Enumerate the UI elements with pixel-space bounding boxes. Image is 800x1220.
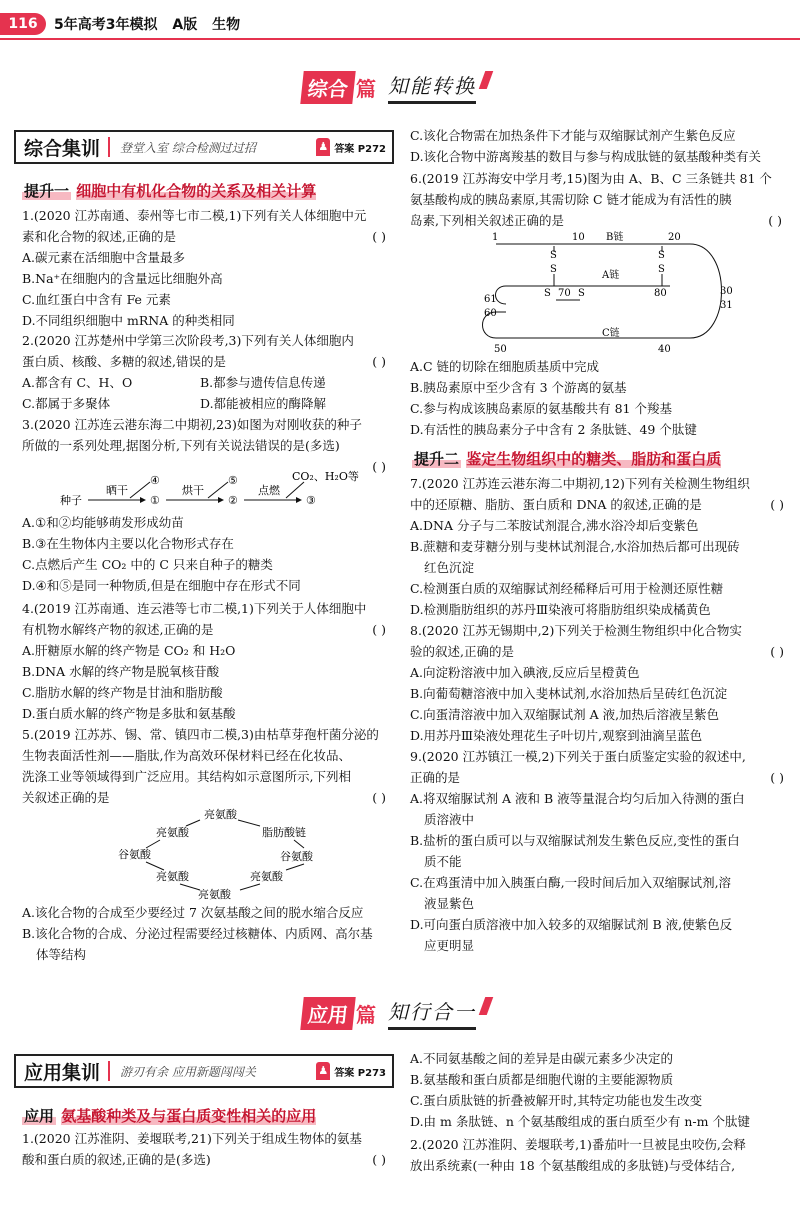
option-b: B.DNA 水解的终产物是脱氧核苷酸 — [22, 664, 220, 679]
disulfide-s: S — [550, 250, 557, 261]
stem: 6.(2019 江苏海安中学月考,15)图为由 A、B、C 三条链共 81 个 — [410, 171, 772, 186]
node-5: ⑤ — [228, 474, 238, 487]
option-c: C.参与构成该胰岛素原的氨基酸共有 81 个羧基 — [410, 401, 672, 416]
option-a: A.碳元素在活细胞中含量最多 — [22, 250, 186, 265]
option-c: C.血红蛋白中含有 Fe 元素 — [22, 292, 171, 307]
answer-paren: ( ) — [372, 790, 386, 805]
aa-right-2: 谷氨酸 — [280, 850, 313, 863]
application-question-2 — [410, 1134, 790, 1176]
option-c: C.该化合物需在加热条件下才能与双缩脲试剂产生紫色反应 — [410, 128, 736, 143]
stem: 岛素,下列相关叙述正确的是 — [410, 213, 564, 228]
answer-page: 答案 P272 — [334, 143, 386, 155]
branch-3 — [286, 482, 304, 498]
option-d: D.可向蛋白质溶液中加入较多的双缩脲试剂 B 液,使紫色反 — [410, 917, 733, 932]
stem: 所做的一系列处理,据图分析,下列有关说法错误的是(多选) — [22, 438, 340, 453]
application-question-1 — [22, 1128, 392, 1170]
stem: 氨基酸构成的胰岛素原,其需切除 C 链才能成为有活性的胰 — [410, 192, 732, 207]
arrow-1-head — [140, 497, 146, 503]
page-number: 116 — [0, 13, 46, 35]
question-9 — [410, 746, 790, 956]
option-b: B.蔗糖和麦芽糖分别与斐林试剂混合,水浴加热后都可出现砖 — [410, 539, 740, 554]
stem: 正确的是 — [410, 770, 461, 785]
aa-right-3: 亮氨酸 — [250, 870, 283, 883]
question-5 — [22, 724, 392, 808]
question-8 — [410, 620, 790, 746]
option-b: B.Na⁺在细胞内的含量远比细胞外高 — [22, 271, 223, 286]
answer-paren: ( ) — [372, 229, 386, 244]
option-a: A.向淀粉溶液中加入碘液,反应后呈橙黄色 — [410, 665, 640, 680]
answer-paren: ( ) — [770, 644, 784, 659]
stem: 生物表面活性剂——脂肽,作为高效环保材料已经在化妆品、 — [22, 748, 351, 763]
question-3 — [22, 414, 392, 477]
aa-left-2: 谷氨酸 — [118, 848, 151, 861]
branch-2 — [208, 482, 228, 498]
stem: 验的叙述,正确的是 — [410, 644, 514, 659]
lipopeptide-diagram — [100, 808, 360, 900]
option-d: D.检测脂肪组织的苏丹Ⅲ染液可将脂肪组织染成橘黄色 — [410, 602, 711, 617]
option-d: D.有活性的胰岛素分子中含有 2 条肽链、49 个肽键 — [410, 422, 697, 437]
label-10: 10 — [572, 232, 585, 243]
stem: 8.(2020 江苏无锡期中,2)下列关于检测生物组织中化合物实 — [410, 623, 742, 638]
option-d: D.该化合物中游离羧基的数目与参与构成肽链的氨基酸种类有关 — [410, 149, 762, 164]
option-a: A.将双缩脲试剂 A 液和 B 液等量混合均匀后加入待测的蛋白 — [410, 791, 745, 806]
node-1: ① — [150, 494, 160, 507]
stem: 4.(2019 江苏南通、连云港等七市二模,1)下列关于人体细胞中 — [22, 601, 367, 616]
node-4: ④ — [150, 474, 160, 487]
disulfide-s: S — [658, 264, 665, 275]
aa-left-1: 亮氨酸 — [156, 826, 189, 839]
subject: 生物 — [212, 17, 241, 33]
question-4 — [22, 598, 392, 724]
option-b: B.盐析的蛋白质可以与双缩脲试剂发生紫色反应,变性的蛋白 — [410, 833, 740, 848]
stem: 3.(2020 江苏连云港东海二中期初,23)如图为对刚收获的种子 — [22, 417, 362, 432]
stem: 7.(2020 江苏连云港东海二中期初,12)下列有关检测生物组织 — [410, 476, 750, 491]
lift-tag: 提升一 — [24, 182, 70, 200]
book-header — [54, 14, 240, 34]
aa-bottom: 亮氨酸 — [198, 888, 231, 900]
label-bchain: B链 — [606, 232, 624, 243]
stem: 5.(2019 江苏苏、锡、常、镇四市二模,3)由枯草芽孢杆菌分泌的 — [22, 727, 379, 742]
slash-decoration — [479, 71, 494, 89]
option-a: A.①和②均能够萌发形成幼苗 — [22, 515, 184, 530]
option-a: A.都含有 C、H、O — [22, 375, 133, 390]
bake-label: 烘干 — [182, 484, 204, 497]
lift-heading-3 — [22, 1105, 316, 1126]
proinsulin-diagram — [470, 228, 750, 356]
stem: 中的还原糖、脂肪、蛋白质和 DNA 的叙述,正确的是 — [410, 497, 702, 512]
answer-paren: ( ) — [372, 622, 386, 637]
lift-text: 氨基酸种类及与蛋白质变性相关的应用 — [61, 1107, 317, 1125]
option-b: B.该化合物的合成、分泌过程需要经过核糖体、内质网、高尔基 — [22, 926, 373, 941]
application-question-1-options — [410, 1048, 790, 1132]
option-b: B.胰岛素原中至少含有 3 个游离的氨基 — [410, 380, 627, 395]
option-b-cont: 红色沉淀 — [424, 560, 475, 575]
option-b: B.都参与遗传信息传递 — [200, 375, 326, 390]
option-c: C.在鸡蛋清中加入胰蛋白酶,一段时间后加入双缩脲试剂,溶 — [410, 875, 732, 890]
set-header — [14, 130, 394, 164]
dry-label: 晒干 — [106, 484, 128, 497]
option-d: D.④和⑤是同一种物质,但是在细胞中存在形式不同 — [22, 578, 301, 593]
answer-ref — [316, 1062, 392, 1080]
option-c: C.点燃后产生 CO₂ 中的 C 只来自种子的糖类 — [22, 557, 273, 572]
slash-decoration — [479, 997, 494, 1015]
option-d: D.由 m 条肽链、n 个氨基酸组成的蛋白质至少有 n-m 个肽键 — [410, 1114, 750, 1129]
section-motto: 知能转换 — [388, 70, 476, 104]
answer-paren: ( ) — [768, 213, 782, 228]
section-suffix: 篇 — [356, 1002, 376, 1027]
option-a: A.C 链的切除在细胞质基质中完成 — [410, 359, 600, 374]
label-1: 1 — [492, 232, 499, 243]
question-1 — [22, 205, 392, 331]
label-60: 60 — [484, 308, 497, 319]
question-5-cont — [410, 125, 790, 167]
section-motto: 知行合一 — [388, 996, 476, 1030]
label-30: 30 — [720, 286, 733, 297]
question-6 — [410, 168, 788, 231]
arrow-2-head — [218, 497, 224, 503]
answer-paren: ( ) — [372, 1152, 386, 1167]
label-achain: A链 — [602, 270, 620, 281]
option-b-cont: 质不能 — [424, 854, 462, 869]
label-31: 31 — [720, 300, 733, 311]
aa-top: 亮氨酸 — [204, 808, 237, 821]
lift-heading-1 — [22, 180, 316, 201]
branch-1 — [130, 482, 150, 498]
answer-paren: ( ) — [770, 770, 784, 785]
lift-text: 鉴定生物组织中的糖类、脂肪和蛋白质 — [466, 450, 722, 468]
option-b: B.向葡萄糖溶液中加入斐林试剂,水浴加热后呈砖红色沉淀 — [410, 686, 728, 701]
stem: 9.(2020 江苏镇江一模,2)下列关于蛋白质鉴定实验的叙述中, — [410, 749, 746, 764]
answer-paren: ( ) — [372, 354, 386, 369]
stem: 1.(2020 江苏南通、泰州等七市二模,1)下列有关人体细胞中元 — [22, 208, 367, 223]
lift-heading-2 — [412, 448, 721, 469]
option-d: D.用苏丹Ⅲ染液处理花生子叶切片,观察到油滴呈蓝色 — [410, 728, 703, 743]
option-a: A.该化合物的合成至少要经过 7 次氨基酸之间的脱水缩合反应 — [22, 905, 364, 920]
aa-left-3: 亮氨酸 — [156, 870, 189, 883]
arrow-3-head — [296, 497, 302, 503]
stem: 2.(2020 江苏楚州中学第三次阶段考,3)下列有关人体细胞内 — [22, 333, 354, 348]
label-61: 61 — [484, 294, 497, 305]
option-c: C.脂肪水解的终产物是甘油和脂肪酸 — [22, 685, 223, 700]
edition: A版 — [172, 17, 198, 33]
set-header — [14, 1054, 394, 1088]
stem: 酸和蛋白质的叙述,正确的是(多选) — [22, 1152, 211, 1167]
option-b-cont: 体等结构 — [36, 947, 87, 962]
products-label: CO₂、H₂O等 — [292, 470, 359, 483]
question-2 — [22, 330, 392, 414]
answer-page: 答案 P273 — [334, 1067, 386, 1079]
option-c-cont: 液显紫色 — [424, 896, 475, 911]
option-a: A.不同氨基酸之间的差异是由碳元素多少决定的 — [410, 1051, 674, 1066]
question-7 — [410, 473, 790, 620]
lift-text: 细胞中有机化合物的关系及相关计算 — [76, 182, 317, 200]
option-d: D.不同组织细胞中 mRNA 的种类相同 — [22, 313, 235, 328]
disulfide-s: S — [578, 288, 585, 299]
question-3-options — [22, 512, 392, 596]
section-suffix: 篇 — [356, 76, 376, 101]
seed-label: 种子 — [60, 494, 82, 507]
stem: 素和化合物的叙述,正确的是 — [22, 229, 176, 244]
answer-paren: ( ) — [372, 459, 386, 474]
label-20: 20 — [668, 232, 681, 243]
set-title: 应用集训 — [24, 1061, 101, 1084]
option-d-cont: 应更明显 — [424, 938, 475, 953]
lift-tag: 应用 — [24, 1107, 55, 1125]
answer-paren: ( ) — [770, 497, 784, 512]
option-c: C.蛋白质肽链的折叠被解开时,其特定功能也发生改变 — [410, 1093, 703, 1108]
set-motto: 登堂入室 综合检测过过招 — [120, 140, 256, 155]
question-6-options — [410, 356, 790, 440]
stem: 有机物水解终产物的叙述,正确的是 — [22, 622, 214, 637]
stem: 关叙述正确的是 — [22, 790, 110, 805]
option-a: A.DNA 分子与二苯胺试剂混合,沸水浴冷却后变紫色 — [410, 518, 699, 533]
question-5-options — [22, 902, 394, 965]
disulfide-s: S — [658, 250, 665, 261]
chain-lines — [483, 244, 722, 338]
section-banner-comprehensive — [302, 70, 490, 104]
book-title: 5年高考3年模拟 — [54, 17, 158, 33]
node-2: ② — [228, 494, 238, 507]
stem: 2.(2020 江苏淮阴、姜堰联考,1)番茄叶一旦被昆虫咬伤,会释 — [410, 1137, 746, 1152]
header-divider — [0, 38, 800, 40]
option-b: B.③在生物体内主要以化合物形式存在 — [22, 536, 234, 551]
disulfide-s: S — [544, 288, 551, 299]
stem: 1.(2020 江苏淮阴、姜堰联考,21)下列关于组成生物体的氨基 — [22, 1131, 362, 1146]
set-motto: 游刃有余 应用新题闯闯关 — [120, 1064, 256, 1079]
node-3: ③ — [306, 494, 316, 507]
section-banner-application — [302, 996, 490, 1030]
section-label: 综合 — [300, 71, 355, 104]
fatty-chain: 脂肪酸链 — [262, 826, 306, 839]
option-b: B.氨基酸和蛋白质都是细胞代谢的主要能源物质 — [410, 1072, 674, 1087]
person-icon: ♟ — [316, 1062, 330, 1080]
ignite-label: 点燃 — [258, 484, 280, 497]
option-c: C.向蛋清溶液中加入双缩脲试剂 A 液,加热后溶液呈紫色 — [410, 707, 720, 722]
section-label: 应用 — [300, 997, 355, 1030]
option-d: D.蛋白质水解的终产物是多肽和氨基酸 — [22, 706, 236, 721]
label-70: 70 — [558, 288, 571, 299]
option-d: D.都能被相应的酶降解 — [200, 396, 327, 411]
person-icon: ♟ — [316, 138, 330, 156]
stem: 放出系统素(一种由 18 个氨基酸组成的多肽链)与受体结合, — [410, 1158, 736, 1173]
label-40: 40 — [658, 344, 671, 355]
set-title: 综合集训 — [24, 137, 101, 160]
answer-ref — [316, 138, 392, 156]
option-c: C.检测蛋白质的双缩脲试剂经稀释后可用于检测还原性糖 — [410, 581, 724, 596]
disulfide-s: S — [550, 264, 557, 275]
option-c: C.都属于多聚体 — [22, 396, 111, 411]
label-cchain: C链 — [602, 328, 620, 339]
label-50: 50 — [494, 344, 507, 355]
stem: 蛋白质、核酸、多糖的叙述,错误的是 — [22, 354, 226, 369]
seed-processing-diagram — [30, 470, 370, 510]
stem: 洗涤工业等领域得到广泛应用。其结构如示意图所示,下列相 — [22, 769, 351, 784]
label-80: 80 — [654, 288, 667, 299]
lift-tag: 提升二 — [414, 450, 460, 468]
option-a-cont: 质溶液中 — [424, 812, 475, 827]
option-a: A.肝糖原水解的终产物是 CO₂ 和 H₂O — [22, 643, 236, 658]
